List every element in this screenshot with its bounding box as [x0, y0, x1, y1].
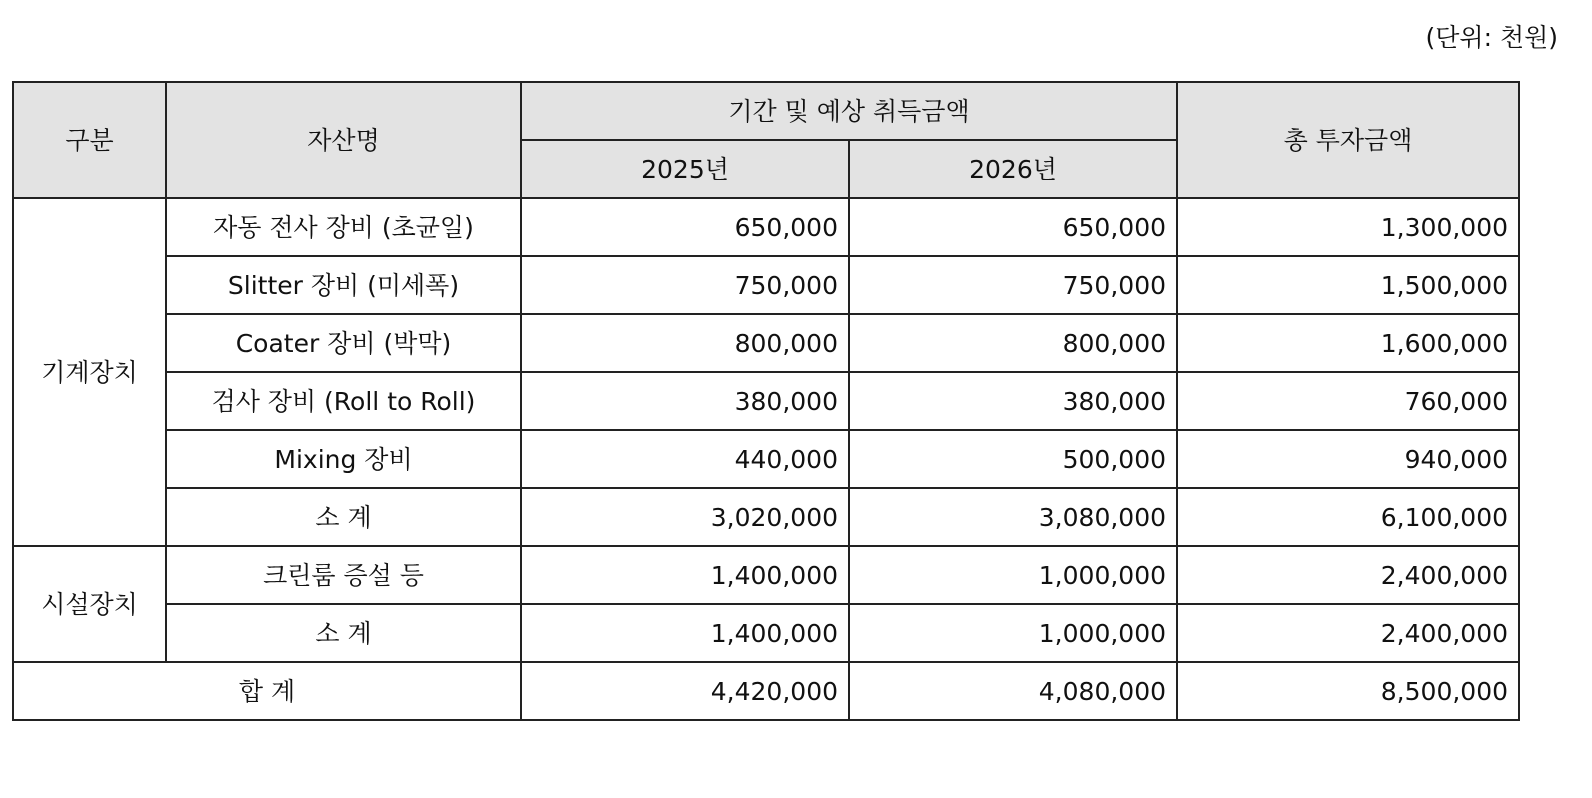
header-row-1 — [13, 82, 1519, 140]
table-row — [13, 198, 1519, 256]
value-2025: 440,000 — [521, 430, 849, 488]
value-2026: 1,000,000 — [849, 546, 1177, 604]
value-2025: 3,020,000 — [521, 488, 849, 546]
grand-total-2026: 4,080,000 — [849, 662, 1177, 720]
unit-note: (단위: 천원) — [1425, 23, 1558, 52]
category-cell: 시설장치 — [13, 546, 166, 662]
header-period-group: 기간 및 예상 취득금액 — [521, 82, 1177, 140]
subtotal-label: 소 계 — [166, 488, 521, 546]
value-2025: 380,000 — [521, 372, 849, 430]
asset-name: Mixing 장비 — [166, 430, 521, 488]
value-2026: 1,000,000 — [849, 604, 1177, 662]
asset-name: Coater 장비 (박막) — [166, 314, 521, 372]
table-row — [13, 430, 1519, 488]
header-category: 구분 — [13, 82, 166, 198]
value-2025: 650,000 — [521, 198, 849, 256]
asset-name: 자동 전사 장비 (초균일) — [166, 198, 521, 256]
subtotal-row — [13, 604, 1519, 662]
value-total: 1,500,000 — [1177, 256, 1519, 314]
table-row — [13, 314, 1519, 372]
value-2026: 800,000 — [849, 314, 1177, 372]
value-2025: 1,400,000 — [521, 604, 849, 662]
value-2026: 3,080,000 — [849, 488, 1177, 546]
asset-name: Slitter 장비 (미세폭) — [166, 256, 521, 314]
value-total: 1,300,000 — [1177, 198, 1519, 256]
value-total: 2,400,000 — [1177, 604, 1519, 662]
category-cell: 기계장치 — [13, 198, 166, 546]
asset-name: 검사 장비 (Roll to Roll) — [166, 372, 521, 430]
value-2026: 750,000 — [849, 256, 1177, 314]
grand-total-2025: 4,420,000 — [521, 662, 849, 720]
value-total: 6,100,000 — [1177, 488, 1519, 546]
value-total: 1,600,000 — [1177, 314, 1519, 372]
grand-total-label: 합 계 — [13, 662, 521, 720]
header-total: 총 투자금액 — [1177, 82, 1519, 198]
value-total: 2,400,000 — [1177, 546, 1519, 604]
value-2026: 650,000 — [849, 198, 1177, 256]
grand-total-value: 8,500,000 — [1177, 662, 1519, 720]
value-2025: 1,400,000 — [521, 546, 849, 604]
header-year-2025: 2025년 — [521, 140, 849, 198]
header-asset: 자산명 — [166, 82, 521, 198]
value-2026: 380,000 — [849, 372, 1177, 430]
table-row — [13, 256, 1519, 314]
asset-name: 크린룸 증설 등 — [166, 546, 521, 604]
table-row — [13, 372, 1519, 430]
value-2025: 800,000 — [521, 314, 849, 372]
subtotal-row — [13, 488, 1519, 546]
investment-table — [12, 81, 1520, 721]
subtotal-label: 소 계 — [166, 604, 521, 662]
table-row — [13, 546, 1519, 604]
grand-total-row — [13, 662, 1519, 720]
header-year-2026: 2026년 — [849, 140, 1177, 198]
value-total: 760,000 — [1177, 372, 1519, 430]
value-total: 940,000 — [1177, 430, 1519, 488]
value-2026: 500,000 — [849, 430, 1177, 488]
value-2025: 750,000 — [521, 256, 849, 314]
